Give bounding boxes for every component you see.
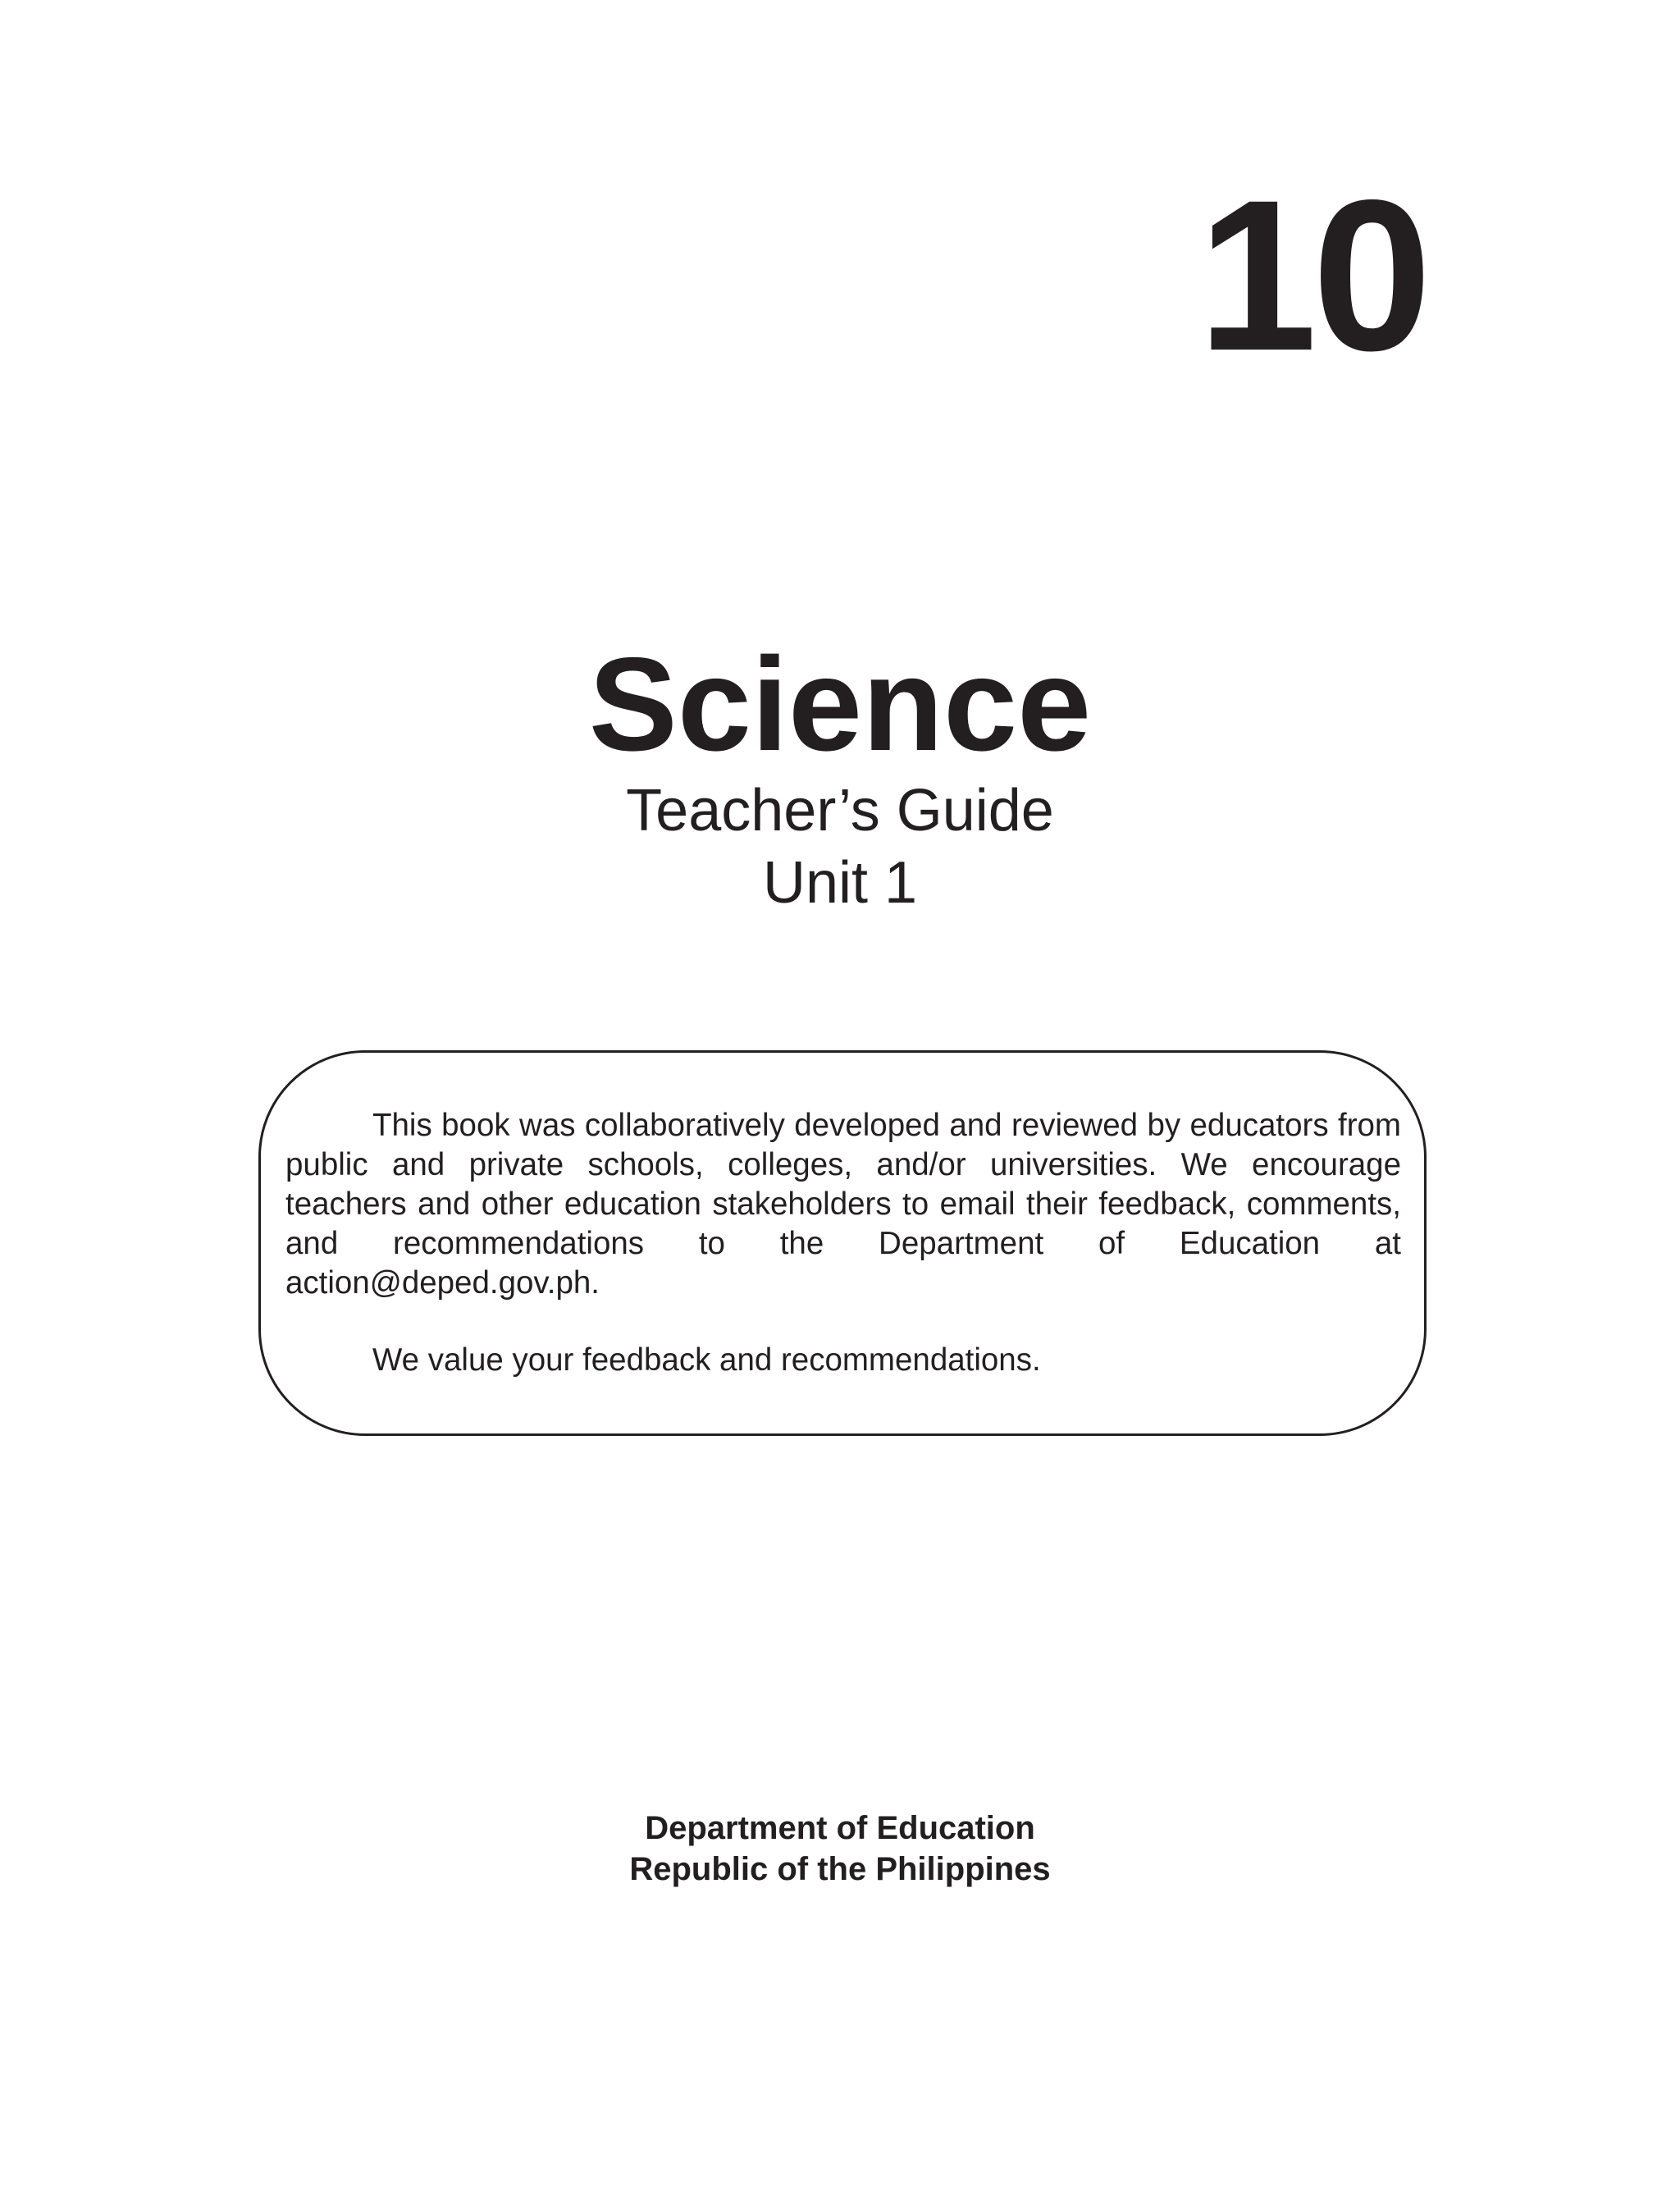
publisher-country: Republic of the Philippines — [629, 1851, 1051, 1887]
publisher-name: Department of Education — [645, 1810, 1035, 1846]
book-title: Science — [588, 630, 1092, 779]
unit-label: Unit 1 — [762, 850, 918, 916]
notice-paragraph-feedback: This book was collaboratively developed and reviewed by educators from public and private schools, colleges, and/or universities. We encourage teachers and other education stakeholders to email their feedback, comments, and recommendations to the Department of Education at action@deped.gov.ph. — [285, 1108, 1401, 1301]
book-subtitle: Teacher’s Guide — [626, 778, 1054, 844]
notice-paragraph-thanks: We value your feedback and recommendations. — [372, 1342, 1041, 1378]
grade-number: 10 — [1198, 155, 1427, 395]
notice-text — [285, 1106, 1401, 1380]
